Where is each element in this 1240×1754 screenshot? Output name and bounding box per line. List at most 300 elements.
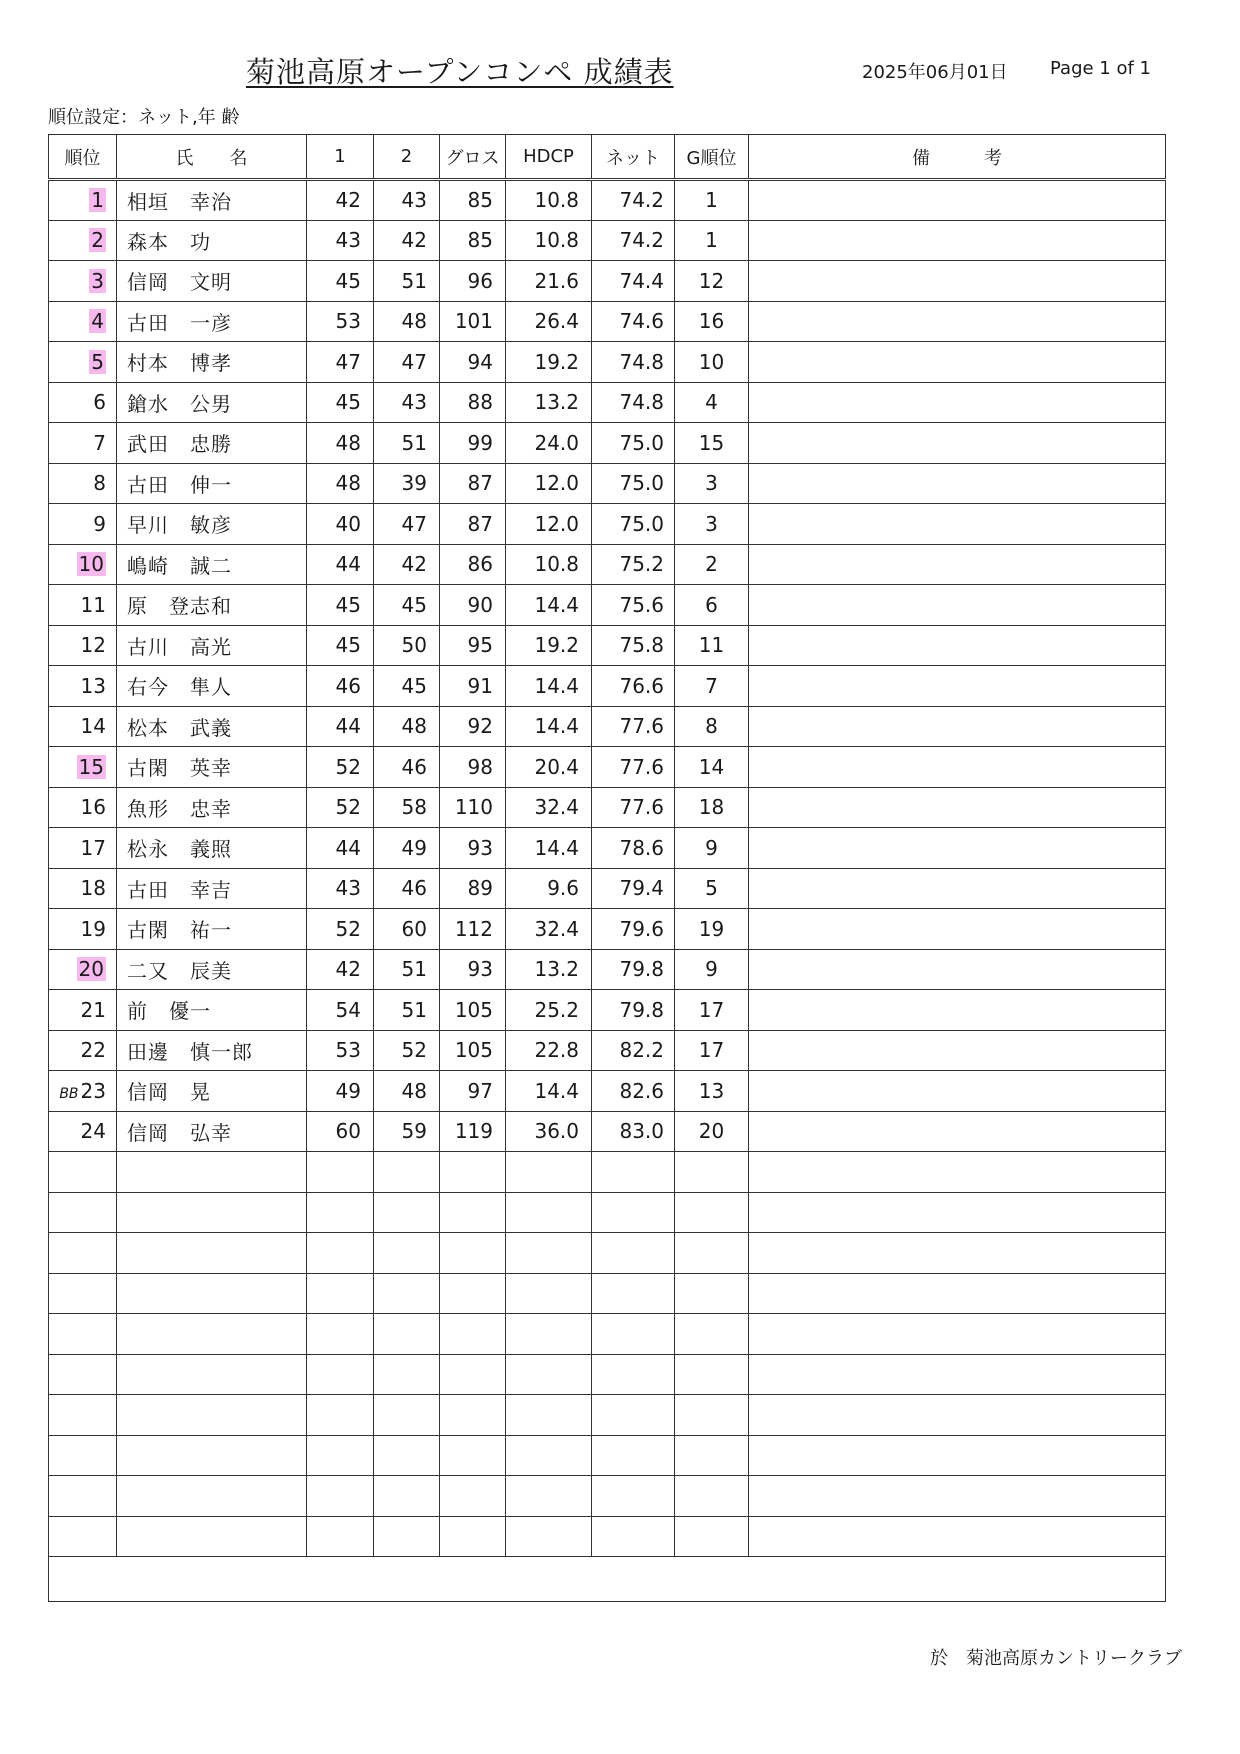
out-cell: 44 [307, 828, 374, 869]
out-cell: 43 [307, 868, 374, 909]
gross-cell: 87 [440, 504, 506, 545]
ranking-setting: 順位設定：ネット,年 齢 [48, 107, 240, 128]
table-row [49, 949, 1166, 990]
empty-cell [374, 1395, 440, 1436]
in-cell: 45 [374, 666, 440, 707]
net-cell: 77.6 [592, 747, 675, 788]
in-cell: 42 [374, 220, 440, 261]
empty-cell [506, 1354, 592, 1395]
empty-row [49, 1192, 1166, 1233]
rank-value: 14 [80, 714, 106, 739]
player-name: 前 優一 [117, 990, 307, 1031]
notes-cell [749, 666, 1166, 707]
player-name: 古田 一彦 [117, 301, 307, 342]
empty-row [49, 1354, 1166, 1395]
empty-cell [506, 1192, 592, 1233]
gross-cell: 96 [440, 261, 506, 302]
empty-cell [749, 1314, 1166, 1355]
net-cell: 74.6 [592, 301, 675, 342]
rank-value: 20 [78, 957, 104, 982]
notes-cell [749, 990, 1166, 1031]
empty-cell [117, 1354, 307, 1395]
out-cell: 60 [307, 1111, 374, 1152]
empty-cell [49, 1435, 117, 1476]
hdcp-cell: 14.4 [506, 706, 592, 747]
empty-cell [307, 1233, 374, 1274]
hdcp-cell: 32.4 [506, 787, 592, 828]
empty-cell [49, 1273, 117, 1314]
player-name: 信岡 文明 [117, 261, 307, 302]
empty-cell [749, 1273, 1166, 1314]
rank-value: 8 [93, 471, 106, 496]
grank-cell: 12 [675, 261, 749, 302]
empty-cell [49, 1354, 117, 1395]
results-table [48, 134, 1166, 1602]
out-cell: 42 [307, 949, 374, 990]
in-cell: 48 [374, 1071, 440, 1112]
notes-cell [749, 463, 1166, 504]
notes-cell [749, 382, 1166, 423]
rank-value: 17 [80, 835, 106, 860]
grank-cell: 7 [675, 666, 749, 707]
empty-cell [49, 1314, 117, 1355]
notes-cell [749, 261, 1166, 302]
hdcp-cell: 12.0 [506, 504, 592, 545]
rank-cell [49, 868, 117, 909]
empty-cell [506, 1476, 592, 1517]
empty-row [49, 1273, 1166, 1314]
col-hdcp: HDCP [506, 135, 592, 180]
empty-cell [117, 1192, 307, 1233]
empty-cell [749, 1516, 1166, 1557]
empty-cell [117, 1395, 307, 1436]
out-cell: 47 [307, 342, 374, 383]
notes-cell [749, 180, 1166, 221]
grank-cell: 17 [675, 1030, 749, 1071]
header-row [49, 135, 1166, 180]
net-cell: 74.8 [592, 342, 675, 383]
hdcp-cell: 36.0 [506, 1111, 592, 1152]
empty-cell [749, 1435, 1166, 1476]
player-name: 武田 忠勝 [117, 423, 307, 464]
player-name: 魚形 忠幸 [117, 787, 307, 828]
out-cell: 40 [307, 504, 374, 545]
table-row [49, 180, 1166, 221]
in-cell: 45 [374, 585, 440, 626]
out-cell: 49 [307, 1071, 374, 1112]
rank-cell [49, 180, 117, 221]
out-cell: 45 [307, 261, 374, 302]
empty-cell [374, 1354, 440, 1395]
venue-footer: 於 菊池高原カントリークラブ [930, 1648, 1182, 1669]
table-row [49, 666, 1166, 707]
empty-cell [592, 1516, 675, 1557]
table-row [49, 342, 1166, 383]
rank-value: 10 [78, 552, 104, 577]
out-cell: 43 [307, 220, 374, 261]
notes-cell [749, 1030, 1166, 1071]
table-row [49, 504, 1166, 545]
rank-cell [49, 423, 117, 464]
gross-cell: 92 [440, 706, 506, 747]
in-cell: 43 [374, 180, 440, 221]
rank-value: 2 [91, 228, 104, 253]
hdcp-cell: 10.8 [506, 220, 592, 261]
empty-cell [592, 1395, 675, 1436]
page-number: Page 1 of 1 [1050, 58, 1151, 79]
empty-cell [592, 1435, 675, 1476]
empty-cell [506, 1395, 592, 1436]
rank-value: 23 [80, 1078, 106, 1103]
hdcp-cell: 10.8 [506, 180, 592, 221]
grank-cell: 17 [675, 990, 749, 1031]
table-row [49, 909, 1166, 950]
notes-cell [749, 504, 1166, 545]
empty-cell [506, 1516, 592, 1557]
rank-value: 24 [80, 1119, 106, 1144]
empty-cell [440, 1476, 506, 1517]
gross-cell: 98 [440, 747, 506, 788]
hdcp-cell: 19.2 [506, 625, 592, 666]
empty-cell [307, 1354, 374, 1395]
grank-cell: 3 [675, 463, 749, 504]
player-name: 村本 博孝 [117, 342, 307, 383]
gross-cell: 87 [440, 463, 506, 504]
out-cell: 53 [307, 1030, 374, 1071]
gross-cell: 112 [440, 909, 506, 950]
grank-cell: 19 [675, 909, 749, 950]
empty-cell [49, 1192, 117, 1233]
rank-value: 22 [80, 1038, 106, 1063]
empty-cell [117, 1152, 307, 1193]
out-cell: 44 [307, 706, 374, 747]
net-cell: 79.6 [592, 909, 675, 950]
blank-footer-row [49, 1557, 1166, 1602]
rank-cell [49, 585, 117, 626]
empty-cell [49, 1152, 117, 1193]
rank-cell [49, 504, 117, 545]
grank-cell: 2 [675, 544, 749, 585]
rank-value: 4 [91, 309, 104, 334]
grank-cell: 8 [675, 706, 749, 747]
empty-cell [675, 1354, 749, 1395]
out-cell: 44 [307, 544, 374, 585]
rank-value: 13 [80, 673, 106, 698]
in-cell: 50 [374, 625, 440, 666]
in-cell: 39 [374, 463, 440, 504]
notes-cell [749, 747, 1166, 788]
empty-cell [506, 1435, 592, 1476]
empty-cell [675, 1152, 749, 1193]
out-cell: 45 [307, 382, 374, 423]
notes-cell [749, 220, 1166, 261]
net-cell: 79.4 [592, 868, 675, 909]
empty-cell [117, 1314, 307, 1355]
col-name: 氏 名 [117, 135, 307, 180]
player-name: 森本 功 [117, 220, 307, 261]
rank-cell [49, 1111, 117, 1152]
grank-cell: 4 [675, 382, 749, 423]
empty-row [49, 1516, 1166, 1557]
empty-row [49, 1314, 1166, 1355]
net-cell: 74.2 [592, 220, 675, 261]
net-cell: 74.4 [592, 261, 675, 302]
empty-cell [307, 1273, 374, 1314]
hdcp-cell: 14.4 [506, 1071, 592, 1112]
hdcp-cell: 13.2 [506, 949, 592, 990]
out-cell: 53 [307, 301, 374, 342]
net-cell: 76.6 [592, 666, 675, 707]
empty-cell [440, 1354, 506, 1395]
empty-cell [117, 1273, 307, 1314]
grank-cell: 9 [675, 828, 749, 869]
rank-cell [49, 747, 117, 788]
table-row [49, 301, 1166, 342]
hdcp-cell: 21.6 [506, 261, 592, 302]
date: 2025年06月01日 [862, 62, 1008, 83]
net-cell: 82.2 [592, 1030, 675, 1071]
col-in: 2 [374, 135, 440, 180]
table-row [49, 706, 1166, 747]
player-name: 古田 幸吉 [117, 868, 307, 909]
col-rank: 順位 [49, 135, 117, 180]
player-name: 古閑 英幸 [117, 747, 307, 788]
out-cell: 54 [307, 990, 374, 1031]
empty-cell [506, 1273, 592, 1314]
table-row [49, 1111, 1166, 1152]
net-cell: 77.6 [592, 787, 675, 828]
rank-value: 7 [93, 430, 106, 455]
empty-cell [307, 1152, 374, 1193]
grank-cell: 5 [675, 868, 749, 909]
gross-cell: 101 [440, 301, 506, 342]
empty-row [49, 1476, 1166, 1517]
in-cell: 42 [374, 544, 440, 585]
empty-cell [749, 1395, 1166, 1436]
empty-cell [374, 1192, 440, 1233]
empty-cell [675, 1516, 749, 1557]
empty-cell [307, 1476, 374, 1517]
empty-cell [440, 1314, 506, 1355]
empty-cell [307, 1516, 374, 1557]
notes-cell [749, 909, 1166, 950]
player-name: 早川 敏彦 [117, 504, 307, 545]
empty-row [49, 1233, 1166, 1274]
gross-cell: 94 [440, 342, 506, 383]
empty-cell [49, 1476, 117, 1517]
empty-cell [749, 1233, 1166, 1274]
col-grank: G順位 [675, 135, 749, 180]
hdcp-cell: 13.2 [506, 382, 592, 423]
empty-cell [675, 1314, 749, 1355]
in-cell: 47 [374, 504, 440, 545]
in-cell: 58 [374, 787, 440, 828]
notes-cell [749, 828, 1166, 869]
empty-cell [749, 1152, 1166, 1193]
out-cell: 46 [307, 666, 374, 707]
player-name: 信岡 晃 [117, 1071, 307, 1112]
out-cell: 48 [307, 463, 374, 504]
rank-value: 12 [80, 633, 106, 658]
empty-cell [440, 1435, 506, 1476]
table-row [49, 261, 1166, 302]
hdcp-cell: 20.4 [506, 747, 592, 788]
in-cell: 48 [374, 706, 440, 747]
grank-cell: 13 [675, 1071, 749, 1112]
out-cell: 45 [307, 625, 374, 666]
in-cell: 46 [374, 747, 440, 788]
empty-cell [49, 1395, 117, 1436]
rank-cell [49, 625, 117, 666]
grank-cell: 3 [675, 504, 749, 545]
player-name: 右今 隼人 [117, 666, 307, 707]
rank-cell [49, 1030, 117, 1071]
gross-cell: 91 [440, 666, 506, 707]
gross-cell: 105 [440, 990, 506, 1031]
gross-cell: 110 [440, 787, 506, 828]
rank-cell [49, 1071, 117, 1112]
table-row [49, 828, 1166, 869]
rank-value: 18 [80, 876, 106, 901]
table-row [49, 220, 1166, 261]
empty-cell [440, 1233, 506, 1274]
empty-cell [307, 1192, 374, 1233]
net-cell: 74.8 [592, 382, 675, 423]
empty-cell [307, 1314, 374, 1355]
table-row [49, 382, 1166, 423]
gross-cell: 95 [440, 625, 506, 666]
rank-cell [49, 787, 117, 828]
net-cell: 75.0 [592, 504, 675, 545]
hdcp-cell: 24.0 [506, 423, 592, 464]
empty-cell [506, 1152, 592, 1193]
rank-cell [49, 261, 117, 302]
empty-cell [592, 1192, 675, 1233]
empty-row [49, 1395, 1166, 1436]
empty-cell [592, 1476, 675, 1517]
net-cell: 79.8 [592, 949, 675, 990]
net-cell: 75.0 [592, 423, 675, 464]
table-row [49, 787, 1166, 828]
rank-cell [49, 220, 117, 261]
hdcp-cell: 22.8 [506, 1030, 592, 1071]
empty-row [49, 1435, 1166, 1476]
notes-cell [749, 585, 1166, 626]
empty-cell [592, 1152, 675, 1193]
rank-cell [49, 828, 117, 869]
empty-cell [49, 1233, 117, 1274]
rank-cell [49, 544, 117, 585]
player-name: 嶋崎 誠二 [117, 544, 307, 585]
net-cell: 75.0 [592, 463, 675, 504]
in-cell: 48 [374, 301, 440, 342]
hdcp-cell: 19.2 [506, 342, 592, 383]
player-name: 相垣 幸治 [117, 180, 307, 221]
in-cell: 60 [374, 909, 440, 950]
net-cell: 79.8 [592, 990, 675, 1031]
out-cell: 45 [307, 585, 374, 626]
rank-value: 1 [91, 188, 104, 213]
rank-cell [49, 909, 117, 950]
rank-value: 5 [91, 349, 104, 374]
in-cell: 59 [374, 1111, 440, 1152]
in-cell: 51 [374, 949, 440, 990]
gross-cell: 93 [440, 828, 506, 869]
empty-cell [49, 1516, 117, 1557]
grank-cell: 10 [675, 342, 749, 383]
rank-cell [49, 706, 117, 747]
empty-cell [440, 1395, 506, 1436]
gross-cell: 93 [440, 949, 506, 990]
col-net: ネット [592, 135, 675, 180]
table-row [49, 423, 1166, 464]
empty-cell [592, 1354, 675, 1395]
rank-cell [49, 342, 117, 383]
net-cell: 83.0 [592, 1111, 675, 1152]
notes-cell [749, 1111, 1166, 1152]
in-cell: 51 [374, 261, 440, 302]
table-row [49, 544, 1166, 585]
col-notes: 備 考 [749, 135, 1166, 180]
net-cell: 75.2 [592, 544, 675, 585]
empty-cell [675, 1395, 749, 1436]
in-cell: 52 [374, 1030, 440, 1071]
empty-cell [374, 1516, 440, 1557]
grank-cell: 1 [675, 220, 749, 261]
empty-cell [675, 1273, 749, 1314]
table-row [49, 585, 1166, 626]
empty-cell [592, 1314, 675, 1355]
empty-cell [374, 1476, 440, 1517]
notes-cell [749, 868, 1166, 909]
table-row [49, 625, 1166, 666]
in-cell: 43 [374, 382, 440, 423]
out-cell: 52 [307, 787, 374, 828]
player-name: 松本 武義 [117, 706, 307, 747]
grank-cell: 18 [675, 787, 749, 828]
notes-cell [749, 544, 1166, 585]
rank-value: 19 [80, 916, 106, 941]
empty-cell [749, 1476, 1166, 1517]
hdcp-cell: 14.4 [506, 666, 592, 707]
empty-cell [675, 1435, 749, 1476]
handwritten-mark: BB [59, 1085, 79, 1102]
table-row [49, 463, 1166, 504]
player-name: 原 登志和 [117, 585, 307, 626]
table-row [49, 1071, 1166, 1112]
table-row [49, 868, 1166, 909]
empty-cell [506, 1233, 592, 1274]
out-cell: 48 [307, 423, 374, 464]
grank-cell: 16 [675, 301, 749, 342]
out-cell: 52 [307, 909, 374, 950]
gross-cell: 99 [440, 423, 506, 464]
empty-cell [117, 1233, 307, 1274]
out-cell: 52 [307, 747, 374, 788]
gross-cell: 105 [440, 1030, 506, 1071]
notes-cell [749, 949, 1166, 990]
player-name: 古閑 祐一 [117, 909, 307, 950]
hdcp-cell: 12.0 [506, 463, 592, 504]
empty-cell [592, 1233, 675, 1274]
player-name: 二又 辰美 [117, 949, 307, 990]
gross-cell: 119 [440, 1111, 506, 1152]
notes-cell [749, 301, 1166, 342]
notes-cell [749, 625, 1166, 666]
gross-cell: 90 [440, 585, 506, 626]
gross-cell: 85 [440, 220, 506, 261]
hdcp-cell: 25.2 [506, 990, 592, 1031]
